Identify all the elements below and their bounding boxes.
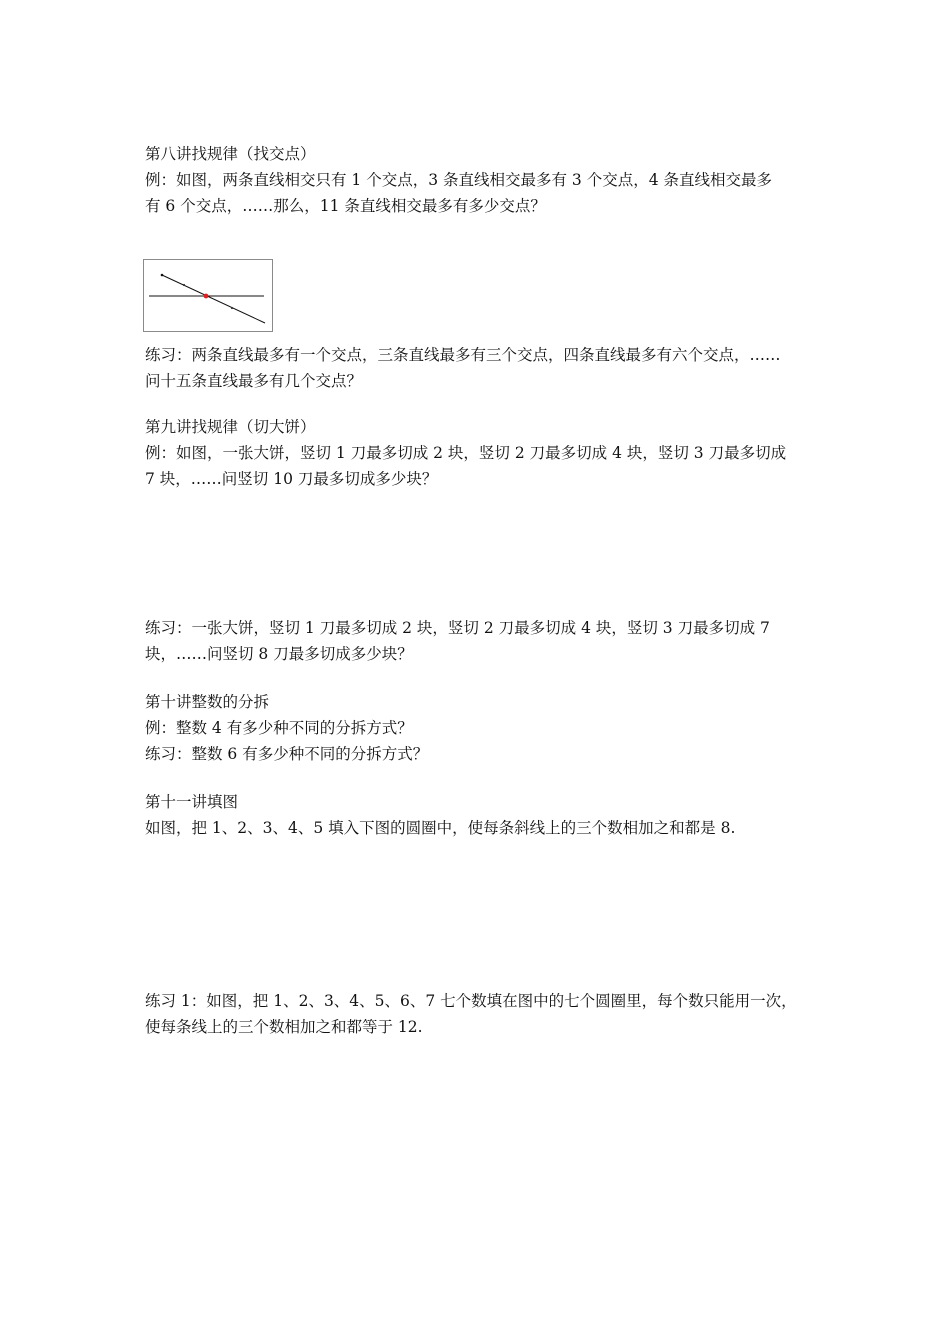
lesson9-example-line-1: 例：如图，一张大饼，竖切 1 刀最多切成 2 块，竖切 2 刀最多切成 4 块，竖切 3 刀最多切成: [145, 444, 787, 462]
lesson8-practice-line-2: 问十五条直线最多有几个交点？: [145, 372, 363, 390]
diagonal-dot: [183, 284, 185, 286]
lesson11-practice-line-2: 使每条线上的三个数相加之和都等于 12.: [145, 1018, 423, 1036]
lesson9-practice-line-2: 块，……问竖切 8 刀最多切成多少块？: [145, 645, 413, 663]
lesson11-example: 如图，把 1、2、3、4、5 填入下图的圆圈中，使每条斜线上的三个数相加之和都是 8.: [145, 819, 736, 837]
lesson10-practice: 练习：整数 6 有多少种不同的分拆方式？: [145, 745, 429, 763]
lesson10-example: 例：整数 4 有多少种不同的分拆方式？: [145, 719, 413, 737]
diagonal-line: [162, 275, 265, 323]
intersecting-lines-figure: [143, 259, 273, 332]
lesson8-example-line-2: 有 6 个交点，……那么，11 条直线相交最多有多少交点？: [145, 197, 546, 215]
lesson11-title: 第十一讲填图: [145, 793, 239, 811]
lesson9-practice-line-1: 练习：一张大饼，竖切 1 刀最多切成 2 块，竖切 2 刀最多切成 4 块，竖切 3 刀最多切成 7: [145, 619, 770, 637]
diagonal-dot: [231, 307, 233, 309]
lesson10-title: 第十讲整数的分拆: [145, 693, 270, 711]
lesson8-example-line-1: 例：如图，两条直线相交只有 1 个交点，3 条直线相交最多有 3 个交点，4 条直线相交最多: [145, 171, 773, 189]
lesson9-title: 第九讲找规律（切大饼）: [145, 418, 316, 436]
lesson11-practice-line-1: 练习 1：如图，把 1、2、3、4、5、6、7 七个数填在图中的七个圆圈里，每个数只能用一次，: [145, 992, 797, 1010]
intersection-point: [204, 294, 209, 299]
lesson9-example-line-2: 7 块，……问竖切 10 刀最多切成多少块？: [145, 470, 438, 488]
diagonal-endpoint-dot: [161, 274, 164, 277]
lesson8-practice-line-1: 练习：两条直线最多有一个交点，三条直线最多有三个交点，四条直线最多有六个交点，……: [145, 346, 781, 364]
lesson8-title: 第八讲找规律（找交点）: [145, 145, 316, 163]
